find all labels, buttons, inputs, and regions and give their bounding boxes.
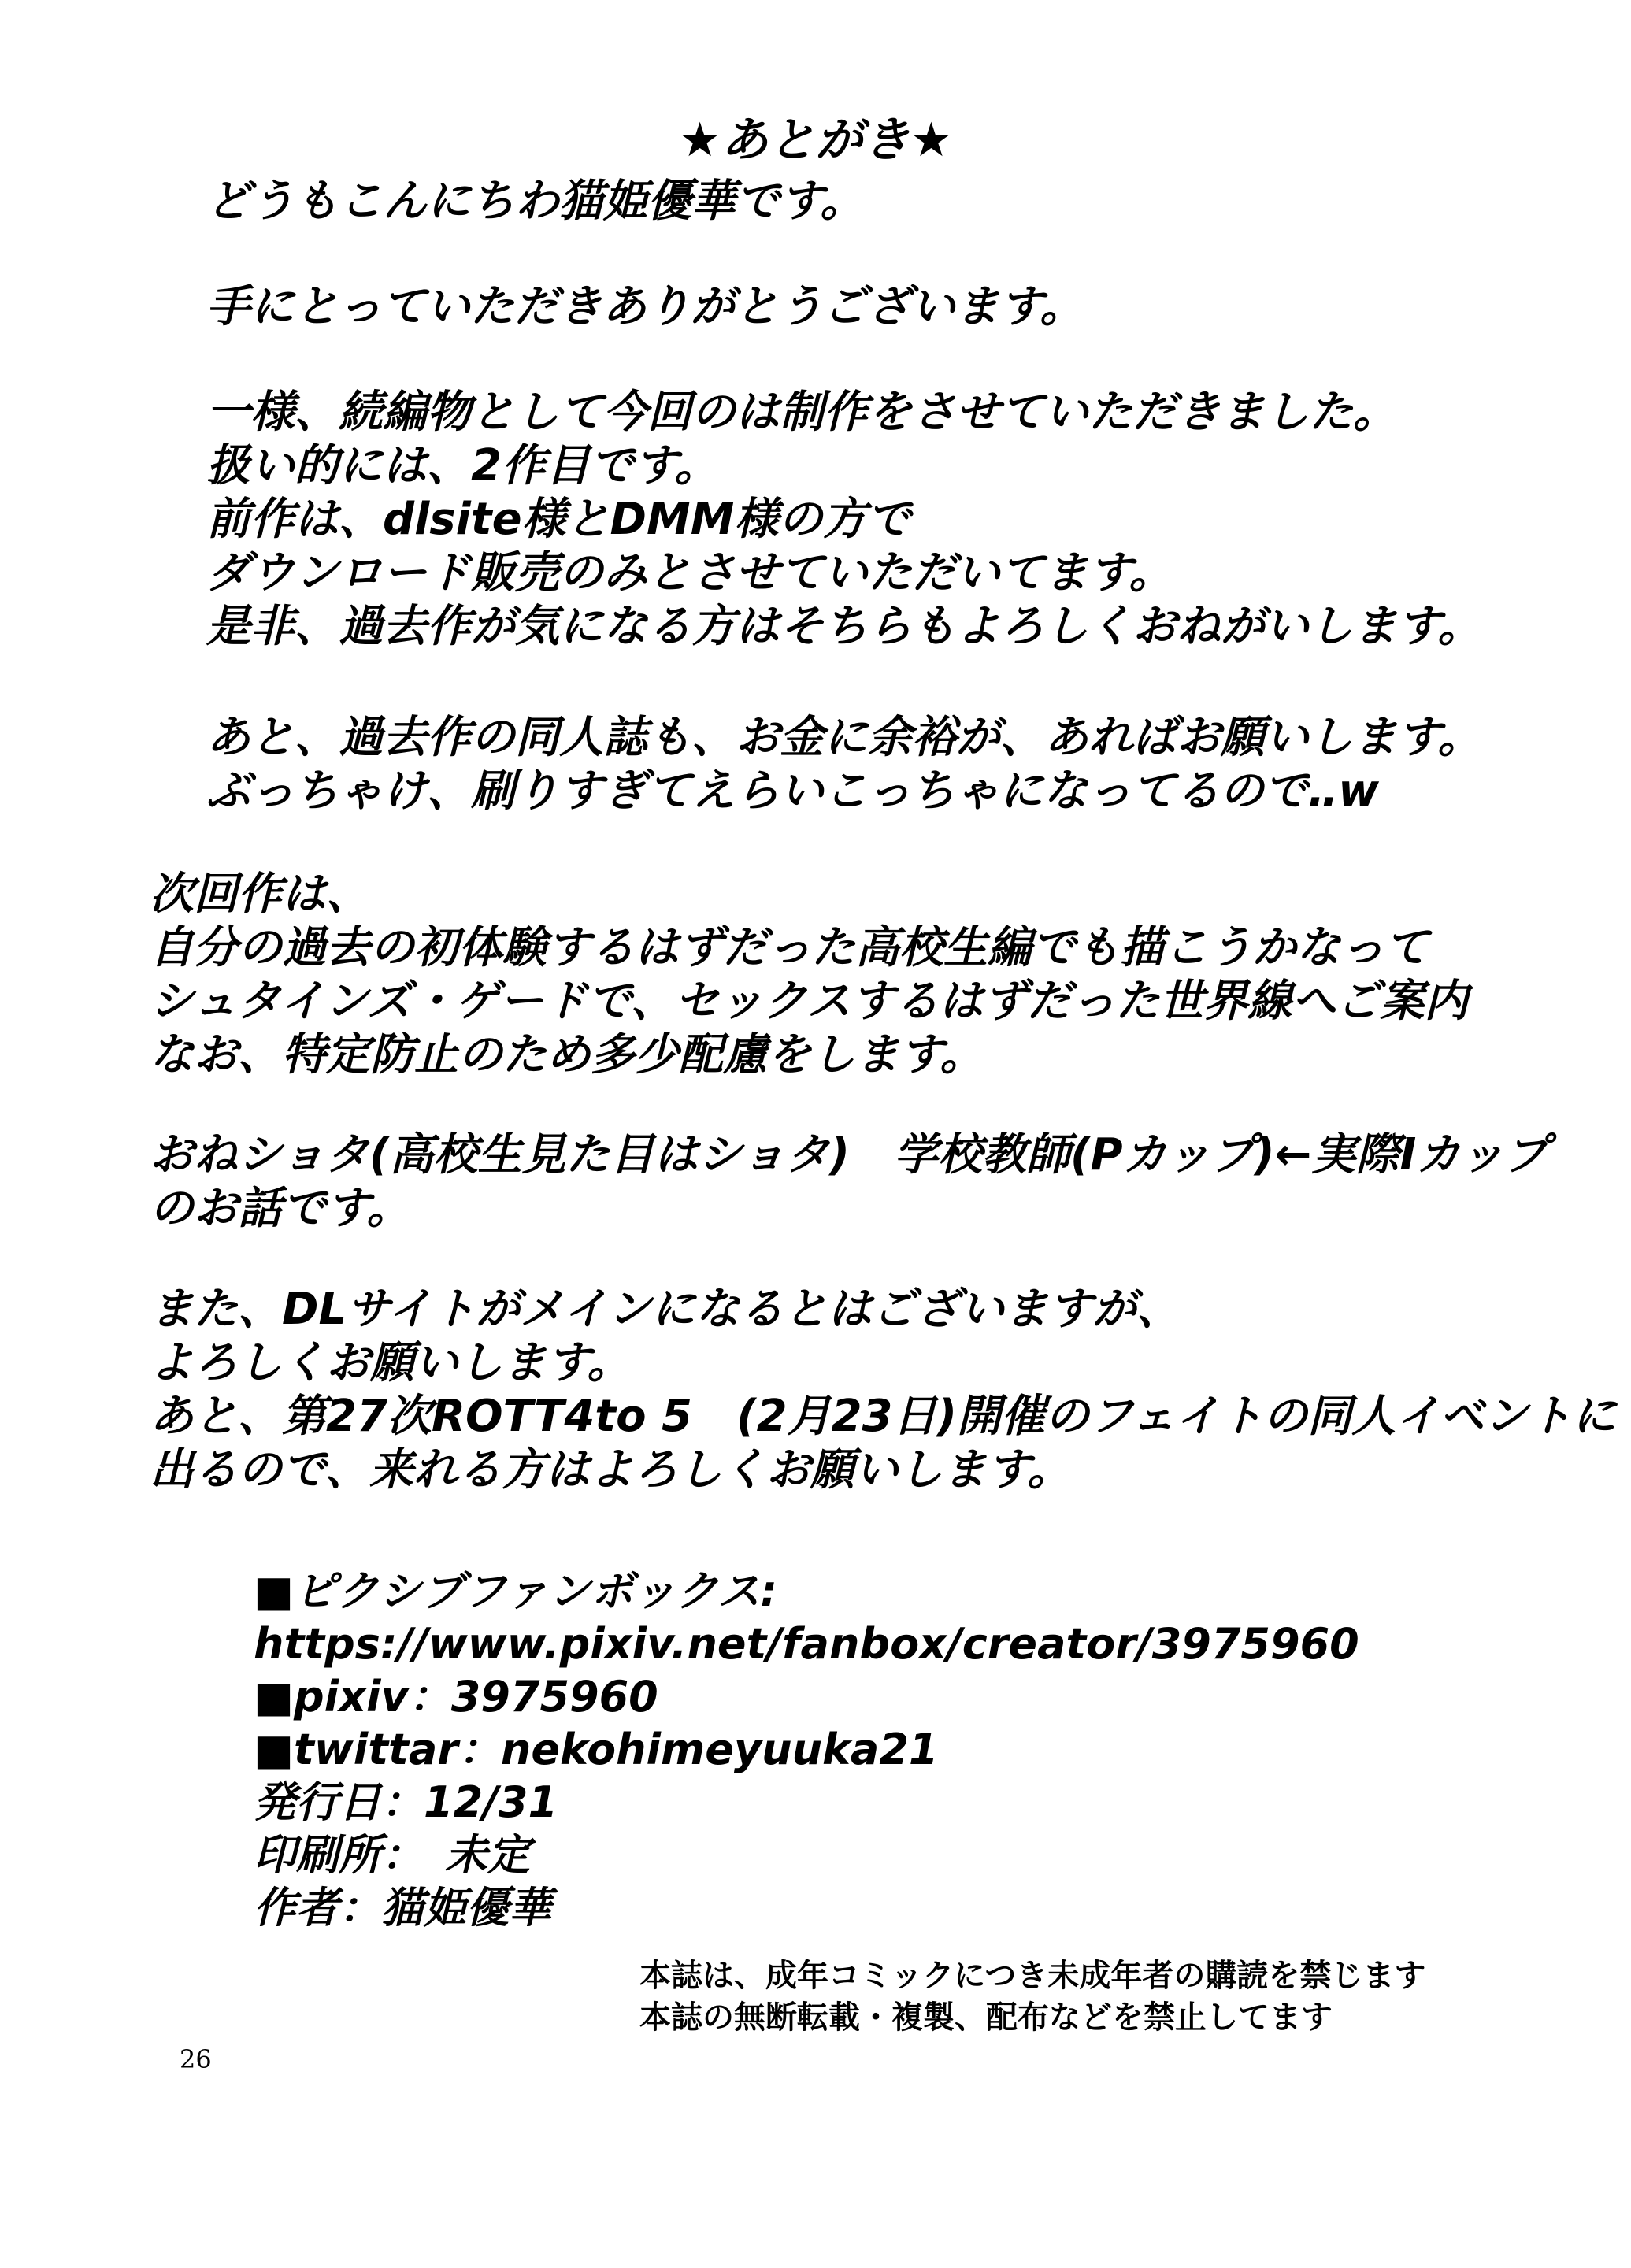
printer: 印刷所： 未定: [254, 1830, 530, 1880]
series-line: ダウンロード販売のみとさせていただいてます。: [206, 547, 1173, 598]
series-line: 扱い的には、2作目です。: [206, 440, 719, 491]
story-line: のお話です。: [150, 1183, 411, 1234]
page-number: 26: [180, 2044, 212, 2074]
event-line: よろしくお願いします。: [150, 1337, 632, 1388]
series-section: [206, 386, 1482, 654]
next-work-line: 次回作は、: [150, 869, 370, 920]
next-work-section: [150, 868, 1468, 1082]
next-work-line: 自分の過去の初体験するはずだった高校生編でも描こうかなって: [150, 922, 1429, 973]
past-books-line: あと、過去作の同人誌も、お金に余裕が、あればお願いします。: [206, 712, 1482, 763]
notice-line: 本誌の無断転載・複製、配布などを禁止してます: [639, 1999, 1333, 2036]
thanks-section: [206, 280, 1084, 334]
fanbox-url: https://www.pixiv.net/fanbox/creator/3975960: [254, 1619, 1359, 1669]
notice-section: [639, 1955, 1425, 2039]
event-line: あと、第27次ROTT4to 5 (2月23日)開催のフェイトの同人イベントに: [150, 1391, 1617, 1442]
event-line: また、DLサイトがメインになるとはございますが、: [150, 1284, 1181, 1335]
pixiv-id: ■pixiv：3975960: [254, 1672, 658, 1721]
past-books-line: ぶっちゃけ、刷りすぎてえらいこっちゃになってるので‥w: [206, 765, 1379, 817]
series-line: 一様、続編物として今回のは制作をさせていただきました。: [206, 387, 1397, 438]
greeting-section: [206, 175, 865, 228]
event-section: [150, 1283, 1616, 1497]
past-books-section: [206, 711, 1482, 818]
page-title: ★あとがき★: [678, 113, 953, 168]
story-line: おねショタ(高校生見た目はショタ) 学校教師(Pカップ)←実際Iカップ: [150, 1129, 1548, 1180]
story-section: [150, 1128, 1548, 1236]
series-line: 是非、過去作が気になる方はそちらもよろしくおねがいします。: [206, 601, 1482, 652]
next-work-line: シュタインズ・ゲードで、セックスするはずだった世界線へご案内: [150, 976, 1469, 1027]
event-line: 出るので、来れる方はよろしくお願いします。: [150, 1444, 1072, 1495]
thanks-line: 手にとっていただきありがとうございます。: [206, 281, 1084, 332]
series-line: 前作は、dlsite様とDMM様の方で: [206, 494, 911, 545]
next-work-line: なお、特定防止のため多少配慮をします。: [150, 1029, 984, 1080]
notice-line: 本誌は、成年コミックにつき未成年者の購読を禁じます: [639, 1958, 1426, 1994]
twitter-id: ■twittar：nekohimeyuuka21: [254, 1725, 939, 1774]
info-section: [254, 1565, 1359, 1934]
fanbox-label: ■ピクシブファンボックス:: [254, 1566, 777, 1616]
greeting-line: どうもこんにちわ猫姫優華です。: [206, 176, 865, 227]
author: 作者：猫姫優華: [254, 1883, 551, 1933]
issue-date: 発行日：12/31: [254, 1777, 558, 1827]
